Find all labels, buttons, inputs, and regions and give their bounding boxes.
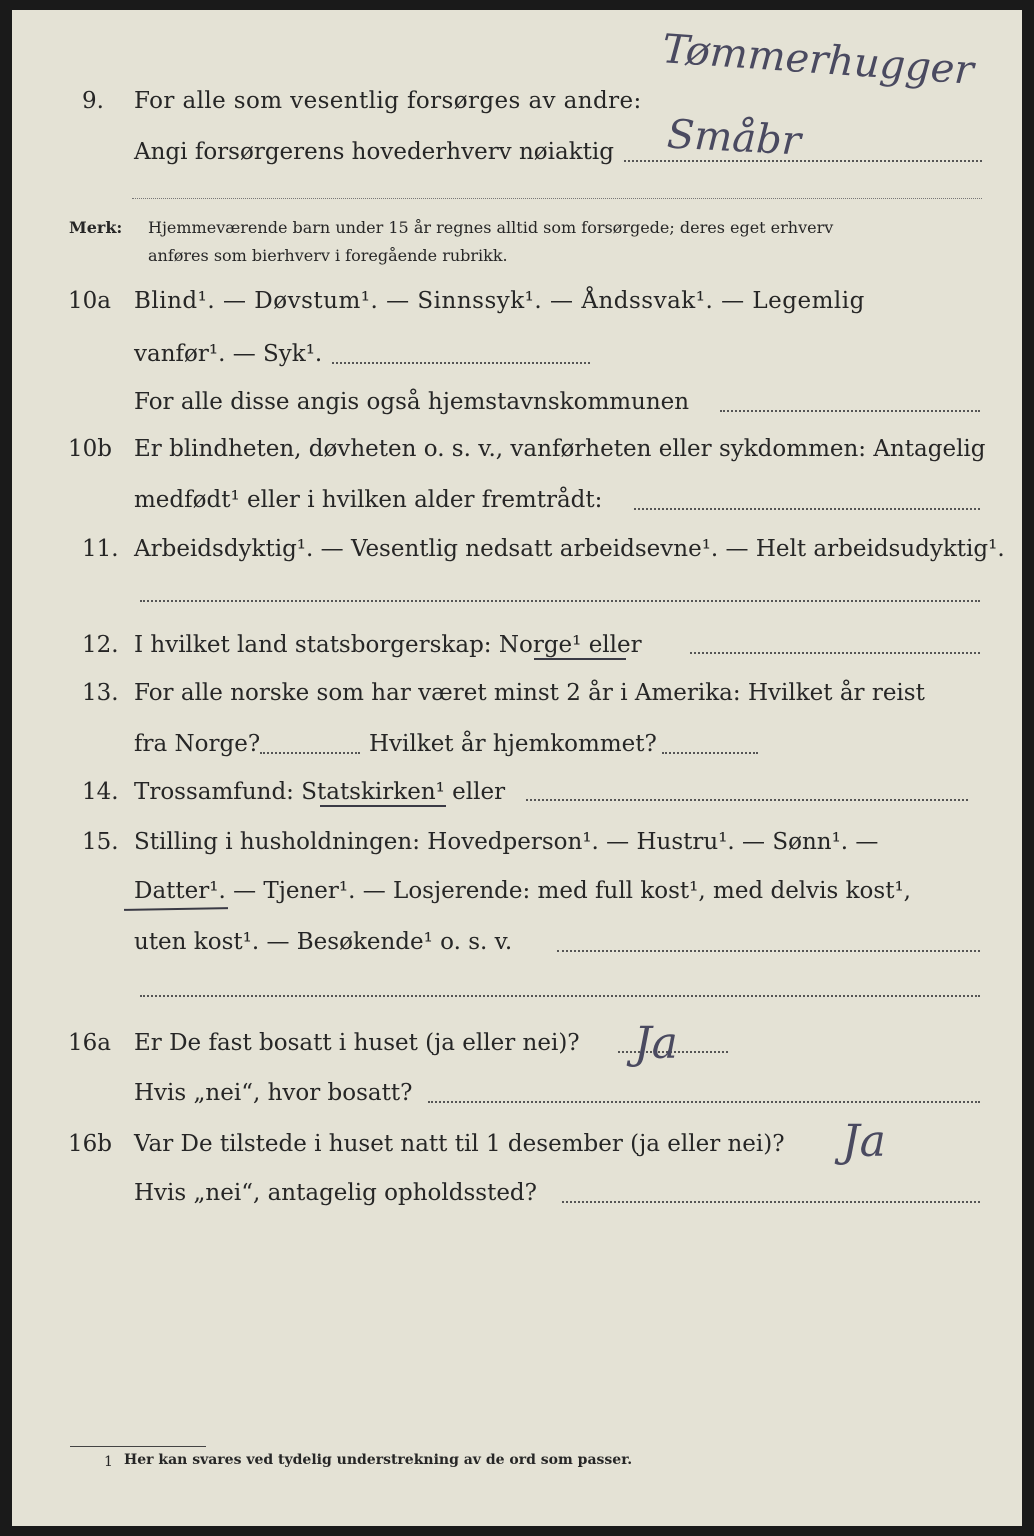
q16b-line2: Hvis „nei“, antagelig opholdssted?: [134, 1180, 537, 1206]
q12-line1: I hvilket land statsborgerskap: Norge¹ eller: [134, 632, 642, 658]
q16a-bosatt-dotted-line: [428, 1101, 980, 1103]
q9-handwritten-answer1: Tømmerhugger: [660, 26, 976, 94]
q10a-hjemstavn-dotted-line: [720, 410, 980, 412]
q16a-handwritten-answer: Ja: [634, 1018, 678, 1069]
q15-line3: uten kost¹. — Besøkende¹ o. s. v.: [134, 929, 513, 955]
q16b-line1: Var De tilstede i huset natt til 1 desember (ja eller nei)?: [134, 1131, 785, 1157]
q16b-dotted-line: [562, 1201, 980, 1203]
q10b-dotted-line: [634, 508, 980, 510]
q10b-line2: medfødt¹ eller i hvilken alder fremtrådt:: [134, 487, 603, 513]
q9-line1: For alle som vesentlig forsørges av andre:: [134, 88, 642, 114]
q11-dotted-line: [140, 600, 980, 602]
footnote-mark: 1: [104, 1454, 113, 1470]
q16a-number: 16a: [68, 1030, 111, 1056]
q15-number: 15.: [82, 829, 119, 855]
q16a-line1: Er De fast bosatt i huset (ja eller nei)?: [134, 1030, 580, 1056]
q9-line2: Angi forsørgerens hovederhverv nøiaktig: [134, 139, 614, 165]
q15-line1: Stilling i husholdningen: Hovedperson¹. — Hustru¹. — Sønn¹. —: [134, 829, 879, 855]
q9-number: 9.: [82, 88, 104, 114]
q10a-line1: Blind¹. — Døvstum¹. — Sinnssyk¹. — Åndssvak¹. — Legemlig: [134, 288, 865, 314]
q9-answer-dotted-line: [624, 160, 982, 162]
q16b-number: 16b: [68, 1131, 112, 1157]
q12-dotted-line: [690, 652, 980, 654]
q10a-line3: For alle disse angis også hjemstavnskommunen: [134, 389, 690, 415]
q14-line1: Trossamfund: Statskirken¹ eller: [134, 779, 506, 805]
footnote-text: Her kan svares ved tydelig understrekning av de ord som passer.: [124, 1452, 633, 1468]
merk-line1: Hjemmeværende barn under 15 år regnes alltid som forsørgede; deres eget erhverv: [148, 218, 834, 237]
q15-line2: Datter¹. — Tjener¹. — Losjerende: med full kost¹, med delvis kost¹,: [134, 878, 911, 904]
q14-dotted-line: [526, 799, 968, 801]
q12-number: 12.: [82, 632, 119, 658]
q16a-line2: Hvis „nei“, hvor bosatt?: [134, 1080, 413, 1106]
q10a-line2: vanfør¹. — Syk¹.: [134, 341, 323, 367]
q14-statskirken-underline: [320, 805, 446, 807]
q11-number: 11.: [82, 536, 119, 562]
q10b-line1: Er blindheten, døvheten o. s. v., vanførheten eller sykdommen: Antagelig: [134, 436, 986, 462]
q16b-handwritten-answer: Ja: [842, 1116, 886, 1167]
q13-line1: For alle norske som har været minst 2 år i Amerika: Hvilket år reist: [134, 680, 925, 706]
merk-label: Merk:: [69, 218, 123, 237]
q12-norge-underline: [534, 658, 626, 660]
q10a-number: 10a: [68, 288, 111, 314]
census-form-page: [12, 10, 1022, 1526]
q13-line2a: fra Norge?: [134, 731, 261, 757]
q13-hjemkommet-dotted-line: [662, 752, 758, 754]
separator: [132, 198, 982, 199]
q10b-number: 10b: [68, 436, 112, 462]
footnote-rule: [70, 1446, 206, 1447]
q13-number: 13.: [82, 680, 119, 706]
q11-line1: Arbeidsdyktig¹. — Vesentlig nedsatt arbeidsevne¹. — Helt arbeidsudyktig¹.: [134, 536, 1005, 562]
q15-datter-underline: [124, 907, 228, 911]
q15-dotted-line: [557, 950, 980, 952]
q14-number: 14.: [82, 779, 119, 805]
q9-handwritten-answer2: Småbr: [665, 111, 803, 165]
merk-line2: anføres som bierhverv i foregående rubrikk.: [148, 246, 508, 265]
q15-extra-dotted-line: [140, 995, 980, 997]
q13-line2b: Hvilket år hjemkommet?: [369, 731, 657, 757]
q13-reist-dotted-line: [260, 752, 360, 754]
q10a-syk-dotted-line: [332, 362, 590, 364]
